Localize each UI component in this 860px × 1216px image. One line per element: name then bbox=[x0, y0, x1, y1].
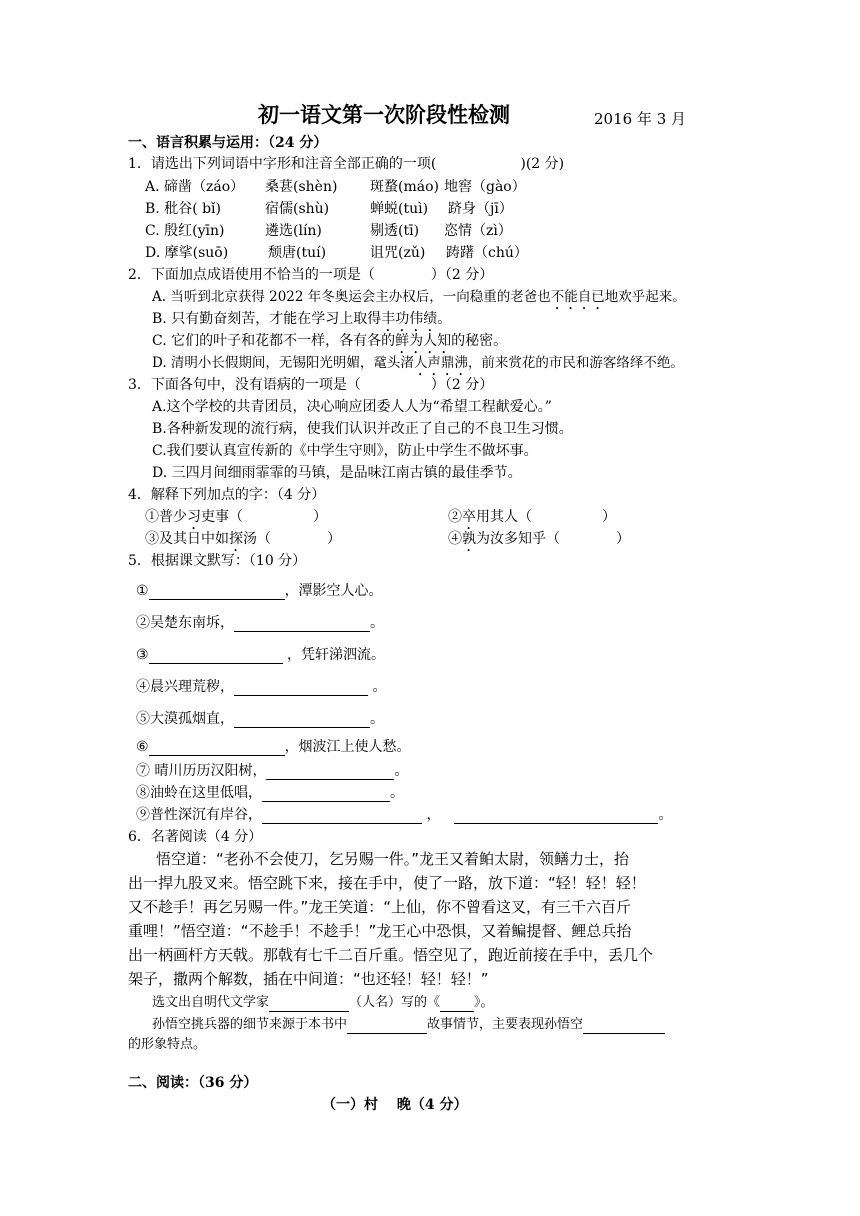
q5-line-2 bbox=[136, 614, 384, 632]
q5-3-num: ③ bbox=[136, 647, 149, 663]
q4-3-text: ③及其日中如 bbox=[145, 531, 229, 547]
q5-9-tail: 。 bbox=[658, 807, 673, 823]
q6-passage-line-1: 悟空道：“老孙不会使刀，乞另赐一件。”龙王又着鲌太尉，领鳝力士，抬 bbox=[156, 850, 630, 868]
q6-sub-2-end: 的形象特点。 bbox=[128, 1037, 207, 1052]
q2-b-dotted: 丰功伟绩 bbox=[381, 311, 438, 327]
q5-8-text: ⑧油蛉在这里低唱， bbox=[136, 785, 262, 801]
q5-3-blank[interactable] bbox=[149, 649, 283, 664]
q2-d-tail: ，前来赏花的市民和游客络绎不绝。 bbox=[467, 355, 684, 371]
q5-1-blank[interactable] bbox=[149, 585, 285, 600]
q2-b-tail: 。 bbox=[437, 311, 452, 327]
q1-a-2: 桑葚(shèn) bbox=[265, 179, 338, 195]
q1-stem: 1．请选出下列词语中字形和注音全部正确的一项( )(2 分) bbox=[128, 156, 565, 172]
q3-option-d: D. 三四月间细雨霏霏的马镇，是品味江南古镇的最佳季节。 bbox=[152, 465, 522, 481]
q3-option-a: A.这个学校的共青团员，决心响应团委人人为“希望工程献爱心。” bbox=[152, 399, 552, 415]
q5-8-blank[interactable] bbox=[262, 787, 390, 802]
q6-trait-blank[interactable] bbox=[583, 1019, 665, 1034]
q5-7-tail: 。 bbox=[394, 763, 409, 779]
q2-stem: 2．下面加点成语使用不恰当的一项是（ ）（2 分） bbox=[128, 267, 494, 283]
q4-2-dotted: 卒 bbox=[462, 509, 476, 525]
q5-line-7 bbox=[136, 762, 408, 780]
q5-1-text: ，潭影空人心。 bbox=[284, 583, 383, 599]
q5-line-4 bbox=[136, 678, 386, 696]
q1-a-4: 地窖（gào） bbox=[444, 179, 526, 195]
q1-c-1: C. 殷红(yīn) bbox=[145, 223, 225, 239]
q5-2-text: ②吴楚东南坼， bbox=[136, 615, 234, 631]
q2-c-dotted: 鲜为人知 bbox=[395, 333, 452, 349]
q6-passage-line-3: 又不趁手！再乞另赐一件。”龙王笑道：“上仙，你不曾看这叉，有三千六百斤 bbox=[128, 898, 632, 916]
q1-b-1: B. 秕谷( bǐ) bbox=[145, 201, 222, 217]
q4-item-4 bbox=[448, 530, 630, 555]
q2-c-text: C. 它们的叶子和花都不一样，各有各的 bbox=[152, 333, 396, 349]
q4-4-text: ④ bbox=[448, 531, 462, 547]
q4-3-dotted: 探 bbox=[229, 531, 243, 547]
q3-option-b: B.各种新发现的流行病，使我们认识并改正了自己的不良卫生习惯。 bbox=[152, 421, 573, 437]
q4-1-tail: 吏事（ ） bbox=[201, 509, 327, 525]
q5-line-5 bbox=[136, 710, 384, 728]
q6-sub-1 bbox=[152, 994, 494, 1012]
q6-plot-blank[interactable] bbox=[347, 1019, 427, 1034]
q2-a-text: A. 当听到北京获得 2022 年冬奥运会主办权后，一向稳重的老爸也 bbox=[152, 289, 551, 305]
q6-1-text: 选文出自明代文学家 bbox=[152, 995, 270, 1010]
q5-2-tail: 。 bbox=[370, 615, 384, 631]
q2-a-tail: 地欢乎起来。 bbox=[604, 289, 686, 305]
q5-7-text: ⑦ 晴川历历汉阳树， bbox=[136, 763, 267, 779]
q5-9-blank-b[interactable] bbox=[454, 809, 658, 824]
q3-option-c: C.我们要认真宣传新的《中学生守则》，防止中学生不做坏事。 bbox=[152, 443, 538, 459]
q4-2-text: ② bbox=[448, 509, 462, 525]
q5-1-num: ① bbox=[136, 583, 149, 599]
q5-9-text: ⑨普性深沉有岸谷， bbox=[136, 807, 262, 823]
q5-5-tail: 。 bbox=[370, 711, 384, 727]
q6-1-mid: （人名）写的《 bbox=[349, 995, 441, 1010]
q5-5-text: ⑤大漠孤烟直， bbox=[136, 711, 234, 727]
q2-b-text: B. 只有勤奋刻苦，才能在学习上取得 bbox=[152, 311, 382, 327]
q4-4-tail: 为汝多知乎（ ） bbox=[476, 531, 630, 547]
q1-c-2: 遴选(lín) bbox=[265, 223, 322, 239]
q6-1-tail: 》。 bbox=[474, 995, 494, 1010]
q5-3-text: ，凭轩涕泗流。 bbox=[282, 647, 386, 663]
q1-d-2: 颓唐(tuí) bbox=[268, 245, 327, 261]
q6-2-text: 孙悟空挑兵器的细节来源于本书中 bbox=[152, 1017, 348, 1032]
q5-4-blank[interactable] bbox=[234, 681, 368, 696]
q5-stem: 5．根据课文默写：（10 分） bbox=[128, 553, 307, 569]
q6-passage-line-5: 出一柄画杆方天戟。那戟有七千二百斤重。悟空见了，跑近前接在手中，丢几个 bbox=[128, 946, 654, 964]
q1-b-3: 蝉蜕(tuì) bbox=[370, 201, 429, 217]
q2-d-text: D. 清明小长假期间，无锡阳光明媚，鼋头渚 bbox=[152, 355, 414, 371]
q1-c-3: 剔透(tī) bbox=[370, 223, 420, 239]
q1-d-3: 诅咒(zǔ) bbox=[370, 245, 426, 261]
q5-line-9 bbox=[136, 806, 672, 824]
q6-book-blank[interactable] bbox=[440, 997, 474, 1012]
section-2-subheading: （一）村 晚（4 分） bbox=[322, 1097, 468, 1113]
q6-stem: 6．名著阅读（4 分） bbox=[128, 829, 263, 845]
q1-a-3: 斑蝥(máo) bbox=[370, 179, 439, 195]
q1-d-1: D. 摩挲(suō) bbox=[145, 245, 229, 261]
q5-line-1 bbox=[136, 582, 383, 600]
q6-2-mid: 故事情节，主要表现孙悟空 bbox=[427, 1017, 584, 1032]
q5-9-blank-a[interactable] bbox=[262, 809, 422, 824]
q1-d-4: 踌躇（chú） bbox=[446, 245, 528, 261]
exam-date: 2016 年 3 月 bbox=[594, 110, 687, 128]
q6-passage-line-2: 出一捍九股叉来。悟空跳下来，接在手中，使了一路，放下道：“轻！轻！轻！ bbox=[128, 874, 646, 892]
q6-passage-line-6: 架子，撒两个解数，插在中间道：“也还轻！轻！轻！” bbox=[128, 970, 489, 988]
q5-9-mid: ， bbox=[422, 807, 441, 823]
section-2-heading: 二、阅读：（36 分） bbox=[128, 1075, 258, 1091]
q5-line-8 bbox=[136, 784, 404, 802]
q4-1-text: ①普少 bbox=[145, 509, 187, 525]
q2-d-dotted: 人声鼎沸 bbox=[413, 355, 468, 371]
q5-line-3 bbox=[136, 646, 385, 664]
q5-6-text: ，烟波江上使人愁。 bbox=[284, 739, 411, 755]
page-title: 初一语文第一次阶段性检测 bbox=[258, 102, 510, 127]
q4-2-tail: 用其人（ ） bbox=[476, 509, 616, 525]
q5-8-tail: 。 bbox=[390, 785, 404, 801]
q4-4-dotted: 孰 bbox=[462, 531, 476, 547]
q5-line-6 bbox=[136, 738, 411, 756]
q4-3-tail: 汤（ ） bbox=[243, 531, 341, 547]
q1-b-4: 跻身（jī） bbox=[448, 201, 513, 217]
section-1-heading: 一、语言积累与运用：（24 分） bbox=[128, 135, 328, 151]
q1-b-2: 宿儒(shù) bbox=[265, 201, 330, 217]
q5-4-text: ④晨兴理荒秽， bbox=[136, 679, 234, 695]
q2-a-dotted: 不能自已 bbox=[550, 289, 605, 305]
q6-sub-2 bbox=[152, 1016, 665, 1034]
q5-5-blank[interactable] bbox=[234, 713, 370, 728]
q4-1-dotted: 习 bbox=[187, 509, 201, 525]
q5-2-blank[interactable] bbox=[234, 617, 370, 632]
q5-6-num: ⑥ bbox=[136, 739, 149, 755]
q5-4-tail: 。 bbox=[368, 679, 387, 695]
q6-author-blank[interactable] bbox=[269, 997, 349, 1012]
q2-c-tail: 的秘密。 bbox=[451, 333, 508, 349]
q1-a-1: A. 碲凿（záo） bbox=[145, 179, 245, 195]
q4-stem: 4．解释下列加点的字：（4 分） bbox=[128, 487, 326, 503]
q5-7-blank[interactable] bbox=[266, 765, 394, 780]
q1-c-4: 恣情（zì） bbox=[444, 223, 512, 239]
q3-stem: 3．下面各句中，没有语病的一项是（ ）（2 分） bbox=[128, 377, 494, 393]
q6-passage-line-4: 重哩！”悟空道：“不趁手！不趁手！”龙王心中恐惧，又着鳊提督、鲤总兵抬 bbox=[128, 922, 632, 940]
q5-6-blank[interactable] bbox=[149, 741, 285, 756]
